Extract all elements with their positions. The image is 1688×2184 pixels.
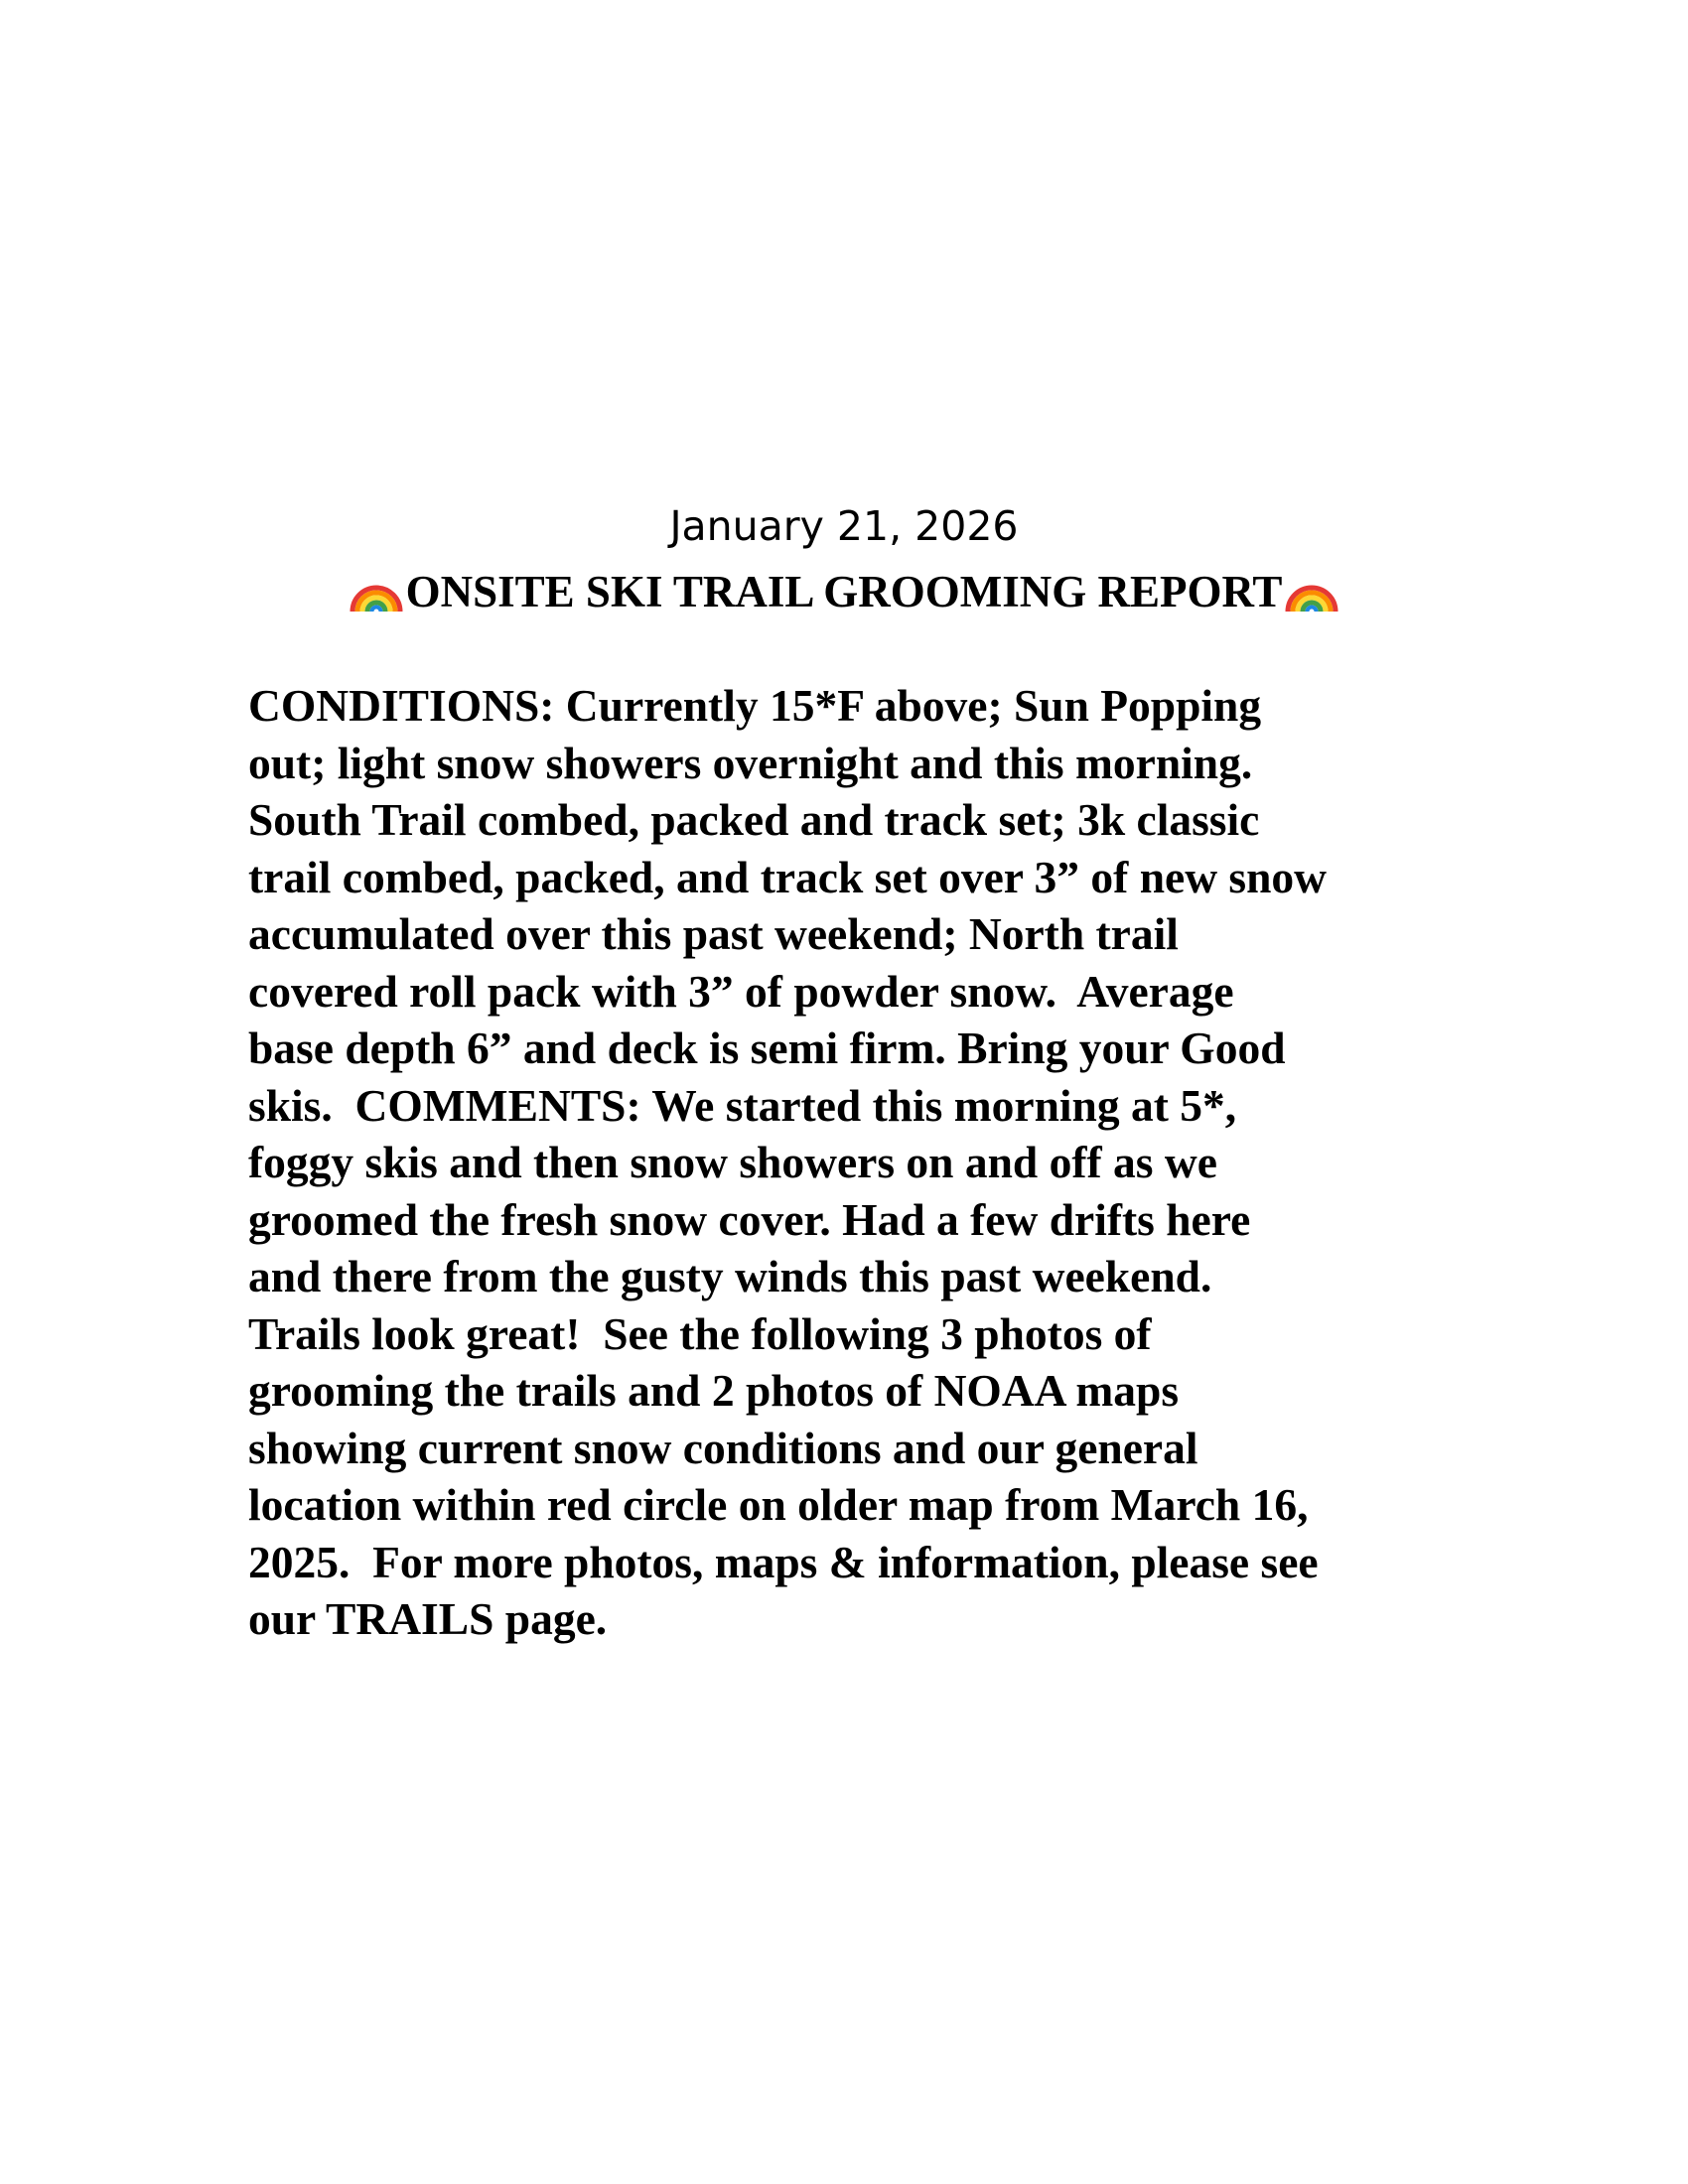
- report-line: foggy skis and then snow showers on and off as we: [248, 1137, 1217, 1187]
- rainbow-icon: [349, 570, 404, 614]
- report-line: accumulated over this past weekend; North trail: [248, 908, 1179, 959]
- report-title-text: ONSITE SKI TRAIL GROOMING REPORT: [405, 567, 1283, 616]
- report-line: 2025. For more photos, maps & information, please see: [248, 1536, 1319, 1587]
- report-line: out; light snow showers overnight and this morning.: [248, 737, 1253, 788]
- report-line: covered roll pack with 3” of powder snow. Average: [248, 965, 1234, 1017]
- report-line: location within red circle on older map from March 16,: [248, 1479, 1309, 1530]
- rainbow-icon: [1284, 570, 1339, 614]
- report-line: our TRAILS page.: [248, 1593, 608, 1644]
- report-line: base depth 6” and deck is semi firm. Bring your Good: [248, 1023, 1286, 1073]
- report-body: [248, 677, 1470, 1648]
- report-line: and there from the gusty winds this past weekend.: [248, 1251, 1212, 1301]
- report-date: January 21, 2026: [669, 502, 1019, 550]
- report-line: Trails look great! See the following 3 photos of: [248, 1307, 1152, 1359]
- report-line: groomed the fresh snow cover. Had a few drifts here: [248, 1193, 1251, 1245]
- report-line: trail combed, packed, and track set over 3” of new snow: [248, 851, 1328, 902]
- report-line: grooming the trails and 2 photos of NOAA maps: [248, 1365, 1180, 1416]
- report-line: CONDITIONS: Currently 15*F above; Sun Popping: [248, 680, 1262, 731]
- report-line: showing current snow conditions and our general: [248, 1422, 1198, 1473]
- report-line: South Trail combed, packed and track set; 3k classic: [248, 794, 1260, 845]
- report-title: [0, 562, 1688, 621]
- report-line: skis. COMMENTS: We started this morning at 5*,: [248, 1079, 1237, 1131]
